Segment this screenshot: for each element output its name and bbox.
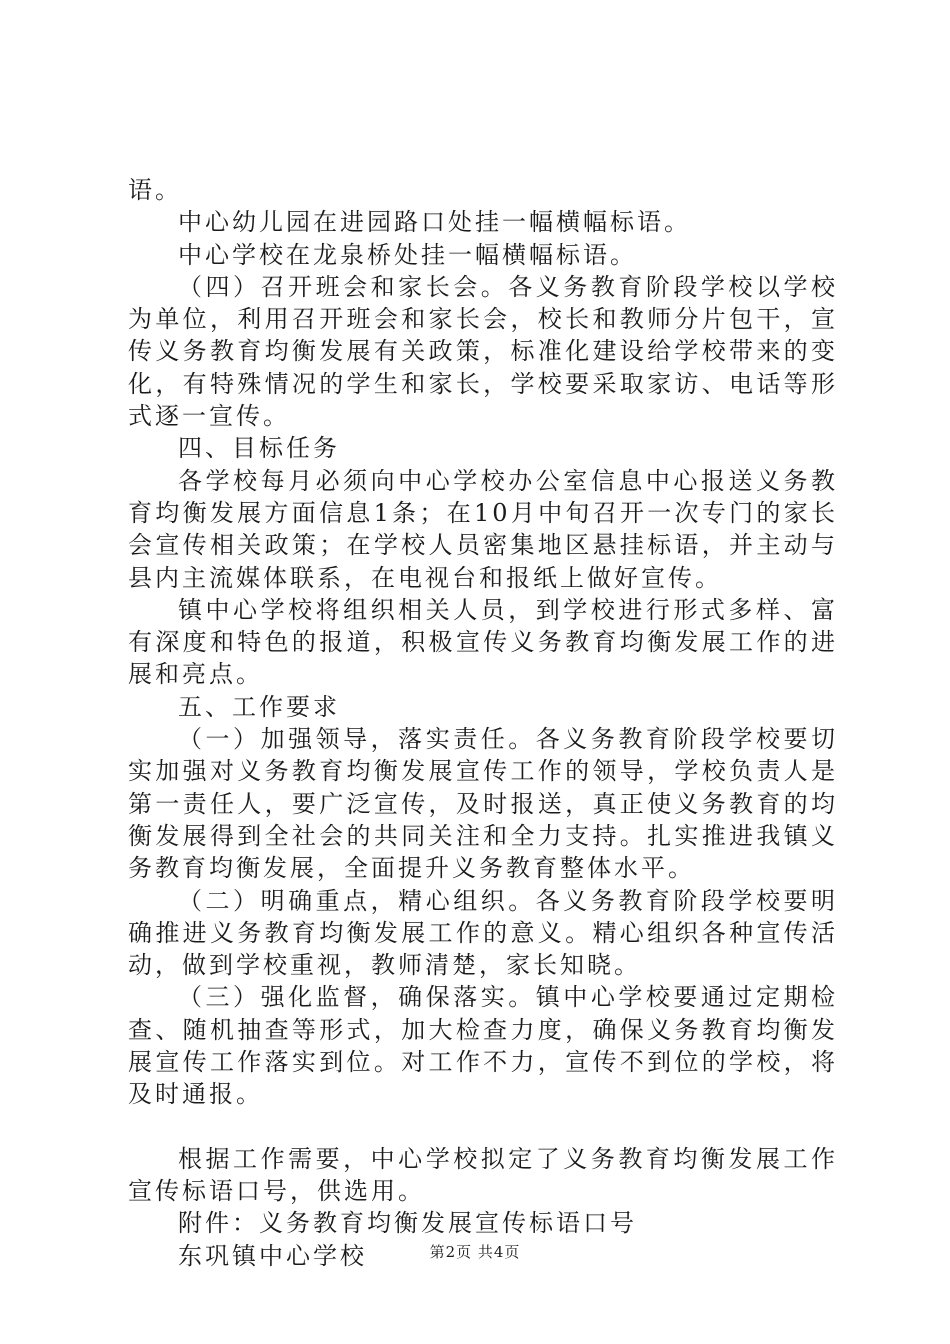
- paragraph-class-meetings: （四）召开班会和家长会。各义务教育阶段学校以学校为单位，利用召开班会和家长会，校长和教师分片包干，宣传义务教育均衡发展有关政策，标准化建设给学校带来的变化，有特殊情况的学生和家长，学校要采取家访、电话等形式逐一宣传。: [128, 272, 838, 431]
- paragraph-slogans-note: 根据工作需要，中心学校拟定了义务教育均衡发展工作宣传标语口号，供选用。: [128, 1144, 838, 1205]
- paragraph-goals-detail: 各学校每月必须向中心学校办公室信息中心报送义务教育均衡发展方面信息1条；在10月中旬召开一次专门的家长会宣传相关政策；在学校人员密集地区悬挂标语，并主动与县内主流媒体联系，在电视台和报纸上做好宣传。: [128, 466, 838, 592]
- document-body: [128, 174, 838, 1272]
- page-number-footer: 第2页 共4页: [429, 1243, 521, 1261]
- paragraph-school-banner: 中心学校在龙泉桥处挂一幅横幅标语。: [178, 240, 637, 269]
- section-heading-requirements: 五、工作要求: [178, 692, 340, 721]
- paragraph-attachment: 附件：义务教育均衡发展宣传标语口号: [178, 1209, 637, 1238]
- paragraph-reporting: 镇中心学校将组织相关人员，到学校进行形式多样、富有深度和特色的报道，积极宣传义务教育均衡发展工作的进展和亮点。: [128, 595, 838, 689]
- paragraph-continuation: 语。: [128, 176, 182, 204]
- paragraph-requirement-focus: （二）明确重点，精心组织。各义务教育阶段学校要明确推进义务教育均衡发展工作的意义。精心组织各种宣传活动，做到学校重视，教师清楚，家长知晓。: [128, 886, 838, 980]
- paragraph-signature: 东巩镇中心学校: [178, 1241, 367, 1270]
- paragraph-spacer: [128, 1111, 838, 1143]
- paragraph-kindergarten-banner: 中心幼儿园在进园路口处挂一幅横幅标语。: [178, 208, 691, 237]
- paragraph-requirement-leadership: （一）加强领导，落实责任。各义务教育阶段学校要切实加强对义务教育均衡发展宣传工作的领导，学校负责人是第一责任人，要广泛宣传，及时报送，真正使义务教育的均衡发展得到全社会的共同关注和全力支持。扎实推进我镇义务教育均衡发展，全面提升义务教育整体水平。: [128, 725, 838, 883]
- section-heading-goals: 四、目标任务: [178, 434, 340, 463]
- paragraph-requirement-supervision: （三）强化监督，确保落实。镇中心学校要通过定期检查、随机抽查等形式，加大检查力度，确保义务教育均衡发展宣传工作落实到位。对工作不力，宣传不到位的学校，将及时通报。: [128, 983, 838, 1109]
